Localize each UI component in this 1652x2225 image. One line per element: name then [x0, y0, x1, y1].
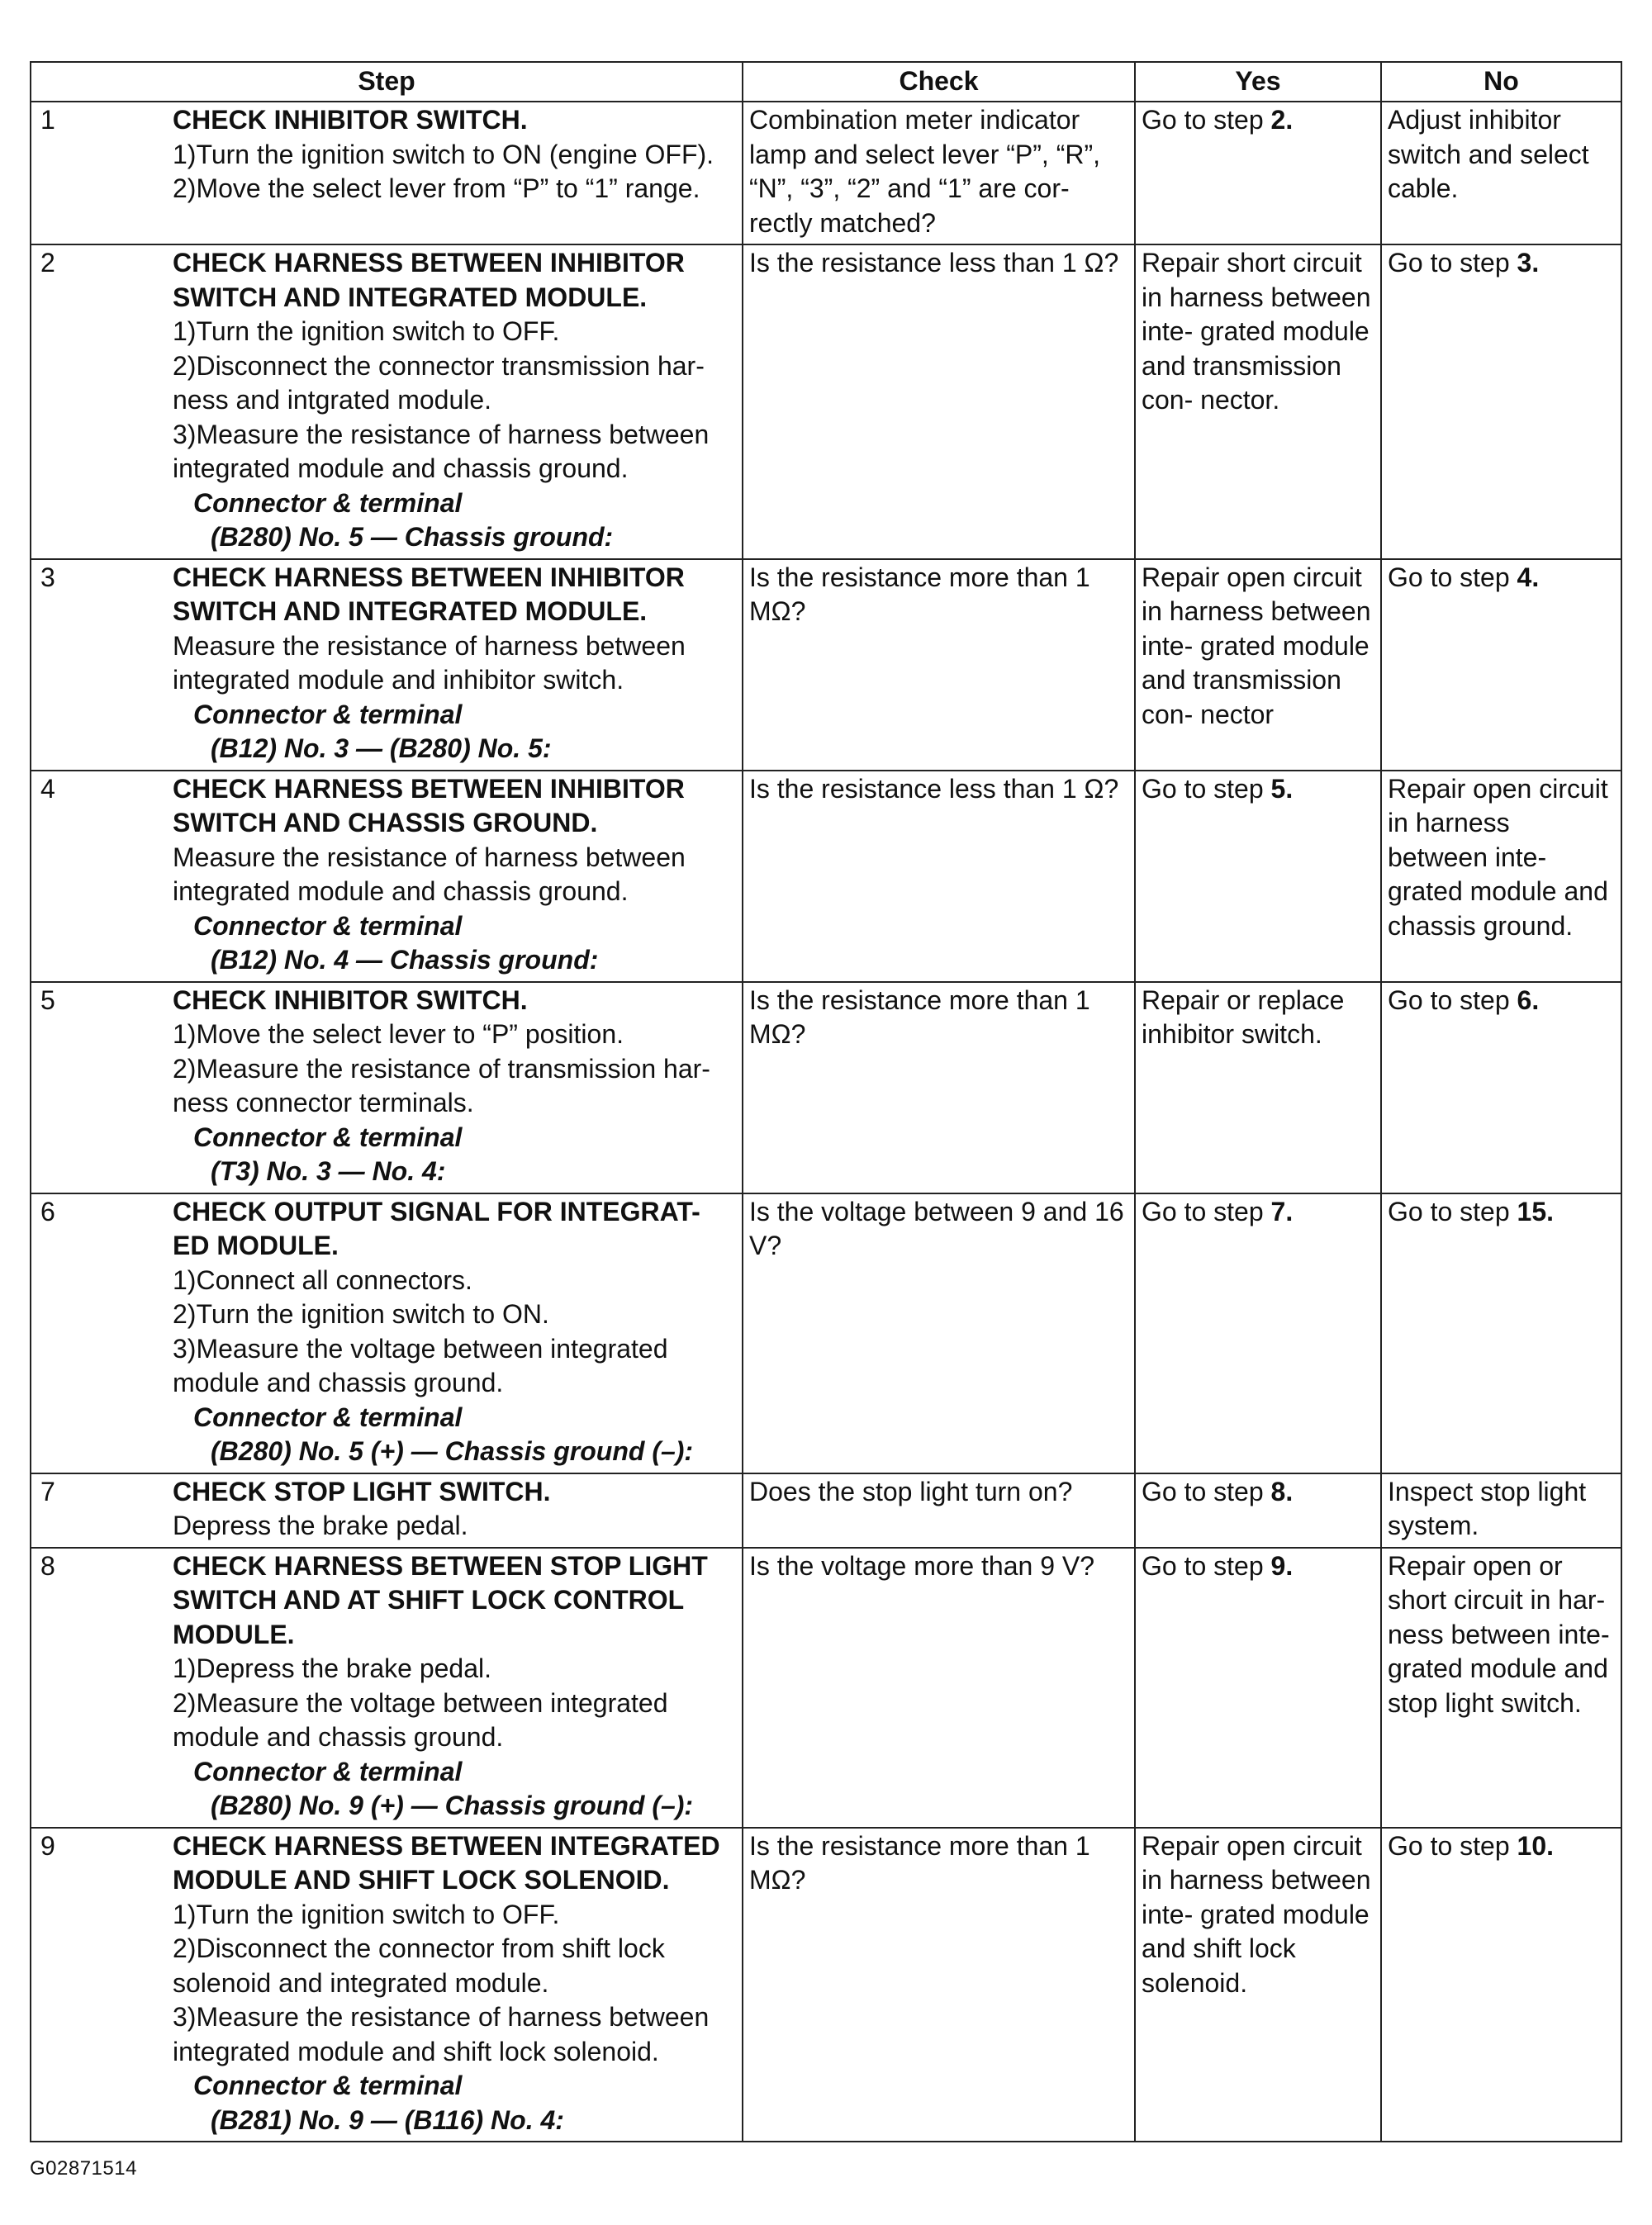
step-instructions [173, 103, 737, 206]
yes-cell [1135, 1473, 1381, 1548]
step-instruction-line: Measure the resistance of harness between integrated module and inhibitor switch. [173, 630, 686, 695]
step-number: 9 [40, 1830, 55, 1861]
step-instruction-line: 1)Turn the ignition switch to OFF. [173, 316, 560, 346]
yes-cell-text: Repair open circuit in harness between inte- grated module and transmission con- nector [1142, 562, 1371, 729]
step-instructions [173, 1549, 737, 1824]
no-cell-text: Go to step [1388, 984, 1510, 1015]
connector-label: Connector & terminal [193, 699, 463, 729]
step-number: 7 [40, 1476, 55, 1506]
step-instruction-line: 2)Turn the ignition switch to ON. [173, 1299, 549, 1329]
step-title: CHECK HARNESS BETWEEN INHIBITOR SWITCH AND INTEGRATED MODULE. [173, 562, 685, 626]
step-instruction-line: 1)Turn the ignition switch to ON (engine OFF). [173, 139, 714, 169]
step-instruction-line: 1)Move the select lever to “P” position. [173, 1019, 624, 1049]
no-cell-text: Repair open circuit in harness between inte- grated module and chassis ground. [1388, 773, 1608, 941]
step-cell [31, 1548, 743, 1828]
step-instructions [173, 246, 737, 555]
connector-label: Connector & terminal [193, 1122, 463, 1152]
no-cell-step-ref: 4. [1517, 562, 1540, 592]
check-cell: Combination meter indicator lamp and select lever “P”, “R”, “N”, “3”, “2” and “1” are cor- rectly matched? [743, 102, 1135, 244]
no-cell-text: Inspect stop light system. [1388, 1476, 1587, 1540]
step-number: 6 [40, 1196, 55, 1226]
table-body [31, 102, 1621, 2142]
step-instruction-line: 1)Depress the brake pedal. [173, 1653, 491, 1683]
step-instructions [173, 1195, 737, 1469]
step-content [37, 1829, 737, 2138]
yes-cell-text: Go to step [1142, 1196, 1264, 1226]
step-instruction-line: 2)Move the select lever from “P” to “1” range. [173, 173, 700, 203]
table-row [31, 102, 1621, 244]
step-content [37, 1475, 737, 1544]
no-cell-text: Go to step [1388, 1830, 1510, 1861]
no-cell-step-ref: 3. [1517, 248, 1540, 278]
yes-cell-text: Go to step [1142, 1550, 1264, 1581]
check-cell: Is the resistance more than 1 MΩ? [743, 559, 1135, 771]
table-row [31, 982, 1621, 1193]
no-cell [1381, 102, 1621, 244]
check-cell: Is the resistance more than 1 MΩ? [743, 982, 1135, 1193]
step-title: CHECK INHIBITOR SWITCH. [173, 105, 528, 135]
yes-cell-text: Repair short circuit in harness between inte- grated module and transmission con- nector. [1142, 248, 1371, 415]
step-instruction-line: 3)Measure the voltage between integrated module and chassis ground. [173, 1333, 668, 1397]
yes-cell [1135, 244, 1381, 559]
yes-cell [1135, 1828, 1381, 2142]
connector-terminal-value: (B12) No. 3 — (B280) No. 5: [211, 733, 552, 763]
column-header-step: Step [31, 62, 743, 102]
step-instruction-line: 3)Measure the resistance of harness between integrated module and chassis ground. [173, 419, 710, 483]
step-content [37, 561, 737, 766]
table-row [31, 1828, 1621, 2142]
yes-cell-step-ref: 2. [1270, 105, 1294, 135]
step-number: 8 [40, 1550, 55, 1581]
yes-cell-step-ref: 9. [1270, 1550, 1294, 1581]
step-content [37, 984, 737, 1189]
column-header-no: No [1381, 62, 1621, 102]
no-cell-text: Adjust inhibitor switch and select cable. [1388, 105, 1589, 203]
yes-cell-text: Repair open circuit in harness between inte- grated module and shift lock solenoid. [1142, 1830, 1371, 1998]
table-row [31, 559, 1621, 771]
step-cell [31, 244, 743, 559]
step-instruction-line: 1)Connect all connectors. [173, 1264, 472, 1295]
column-header-yes: Yes [1135, 62, 1381, 102]
check-cell: Is the voltage between 9 and 16 V? [743, 1193, 1135, 1473]
connector-terminal-value: (B280) No. 5 (+) — Chassis ground (–): [211, 1436, 694, 1466]
no-cell [1381, 1193, 1621, 1473]
step-title: CHECK HARNESS BETWEEN INHIBITOR SWITCH AND CHASSIS GROUND. [173, 773, 685, 837]
step-instruction-line: 2)Disconnect the connector from shift lock solenoid and integrated module. [173, 1933, 665, 1998]
check-cell: Does the stop light turn on? [743, 1473, 1135, 1548]
step-instruction-line: Depress the brake pedal. [173, 1511, 468, 1540]
step-content [37, 1195, 737, 1469]
step-cell [31, 1473, 743, 1548]
step-cell [31, 771, 743, 982]
step-number: 3 [40, 562, 55, 592]
step-instruction-line: 3)Measure the resistance of harness between integrated module and shift lock solenoid. [173, 2002, 710, 2066]
step-title: CHECK HARNESS BETWEEN INHIBITOR SWITCH AND INTEGRATED MODULE. [173, 248, 685, 312]
step-title: CHECK STOP LIGHT SWITCH. [173, 1476, 551, 1506]
step-instructions [173, 1475, 737, 1544]
connector-terminal-value: (B281) No. 9 — (B116) No. 4: [211, 2104, 564, 2135]
yes-cell-step-ref: 8. [1270, 1476, 1294, 1506]
step-instruction-line: 2)Disconnect the connector transmission har- ness and intgrated module. [173, 350, 705, 415]
yes-cell-text: Go to step [1142, 1476, 1264, 1506]
step-title: CHECK OUTPUT SIGNAL FOR INTEGRAT- ED MODULE. [173, 1196, 700, 1260]
connector-label: Connector & terminal [193, 2071, 463, 2100]
no-cell-text: Repair open or short circuit in har- ness between inte- grated module and stop light switch. [1388, 1550, 1610, 1718]
step-title: CHECK INHIBITOR SWITCH. [173, 984, 528, 1015]
connector-label: Connector & terminal [193, 910, 463, 941]
yes-cell [1135, 1193, 1381, 1473]
step-cell [31, 1828, 743, 2142]
step-instruction-line: 1)Turn the ignition switch to OFF. [173, 1899, 560, 1929]
step-instruction-line: Measure the resistance of harness between integrated module and chassis ground. [173, 842, 686, 906]
no-cell [1381, 1548, 1621, 1828]
step-instructions [173, 984, 737, 1189]
check-cell: Is the resistance less than 1 Ω? [743, 244, 1135, 559]
step-number: 2 [40, 248, 55, 278]
table-row [31, 771, 1621, 982]
table-header-row [31, 62, 1621, 102]
no-cell [1381, 771, 1621, 982]
yes-cell [1135, 1548, 1381, 1828]
step-cell [31, 982, 743, 1193]
step-instructions [173, 1829, 737, 2138]
check-cell: Is the resistance more than 1 MΩ? [743, 1828, 1135, 2142]
yes-cell [1135, 102, 1381, 244]
figure-code: G02871514 [30, 2157, 137, 2180]
yes-cell [1135, 982, 1381, 1193]
table-row [31, 244, 1621, 559]
yes-cell-text: Repair or replace inhibitor switch. [1142, 984, 1345, 1049]
no-cell [1381, 982, 1621, 1193]
connector-label: Connector & terminal [193, 487, 463, 518]
step-title: CHECK HARNESS BETWEEN INTEGRATED MODULE AND SHIFT LOCK SOLENOID. [173, 1830, 720, 1895]
column-header-check: Check [743, 62, 1135, 102]
no-cell [1381, 244, 1621, 559]
step-cell [31, 1193, 743, 1473]
step-instruction-line: 2)Measure the voltage between integrated module and chassis ground. [173, 1687, 668, 1752]
step-content [37, 103, 737, 206]
no-cell-step-ref: 6. [1517, 984, 1540, 1015]
no-cell-text: Go to step [1388, 1196, 1510, 1226]
connector-terminal-value: (B12) No. 4 — Chassis ground: [211, 945, 599, 975]
step-title: CHECK HARNESS BETWEEN STOP LIGHT SWITCH AND AT SHIFT LOCK CONTROL MODULE. [173, 1550, 708, 1649]
step-content [37, 246, 737, 555]
table-row [31, 1473, 1621, 1548]
check-cell: Is the resistance less than 1 Ω? [743, 771, 1135, 982]
yes-cell-text: Go to step [1142, 773, 1264, 804]
yes-cell [1135, 559, 1381, 771]
connector-label: Connector & terminal [193, 1756, 463, 1786]
no-cell-text: Go to step [1388, 248, 1510, 278]
check-cell: Is the voltage more than 9 V? [743, 1548, 1135, 1828]
step-number: 4 [40, 773, 55, 804]
no-cell [1381, 559, 1621, 771]
step-number: 1 [40, 105, 55, 135]
no-cell-step-ref: 15. [1517, 1196, 1555, 1226]
connector-terminal-value: (B280) No. 5 — Chassis ground: [211, 522, 614, 552]
no-cell-text: Go to step [1388, 562, 1510, 592]
yes-cell-text: Go to step [1142, 105, 1264, 135]
no-cell-step-ref: 10. [1517, 1830, 1555, 1861]
yes-cell-step-ref: 5. [1270, 773, 1294, 804]
step-content [37, 772, 737, 978]
table-row [31, 1193, 1621, 1473]
step-number: 5 [40, 984, 55, 1015]
no-cell [1381, 1473, 1621, 1548]
no-cell [1381, 1828, 1621, 2142]
connector-terminal-value: (T3) No. 3 — No. 4: [211, 1156, 446, 1186]
diagnostic-procedure-table [30, 61, 1622, 2142]
connector-label: Connector & terminal [193, 1402, 463, 1432]
yes-cell [1135, 771, 1381, 982]
step-instructions [173, 772, 737, 978]
step-cell [31, 102, 743, 244]
step-instructions [173, 561, 737, 766]
step-cell [31, 559, 743, 771]
table-row [31, 1548, 1621, 1828]
step-content [37, 1549, 737, 1824]
yes-cell-step-ref: 7. [1270, 1196, 1294, 1226]
connector-terminal-value: (B280) No. 9 (+) — Chassis ground (–): [211, 1791, 694, 1820]
step-instruction-line: 2)Measure the resistance of transmission har- ness connector terminals. [173, 1053, 710, 1117]
